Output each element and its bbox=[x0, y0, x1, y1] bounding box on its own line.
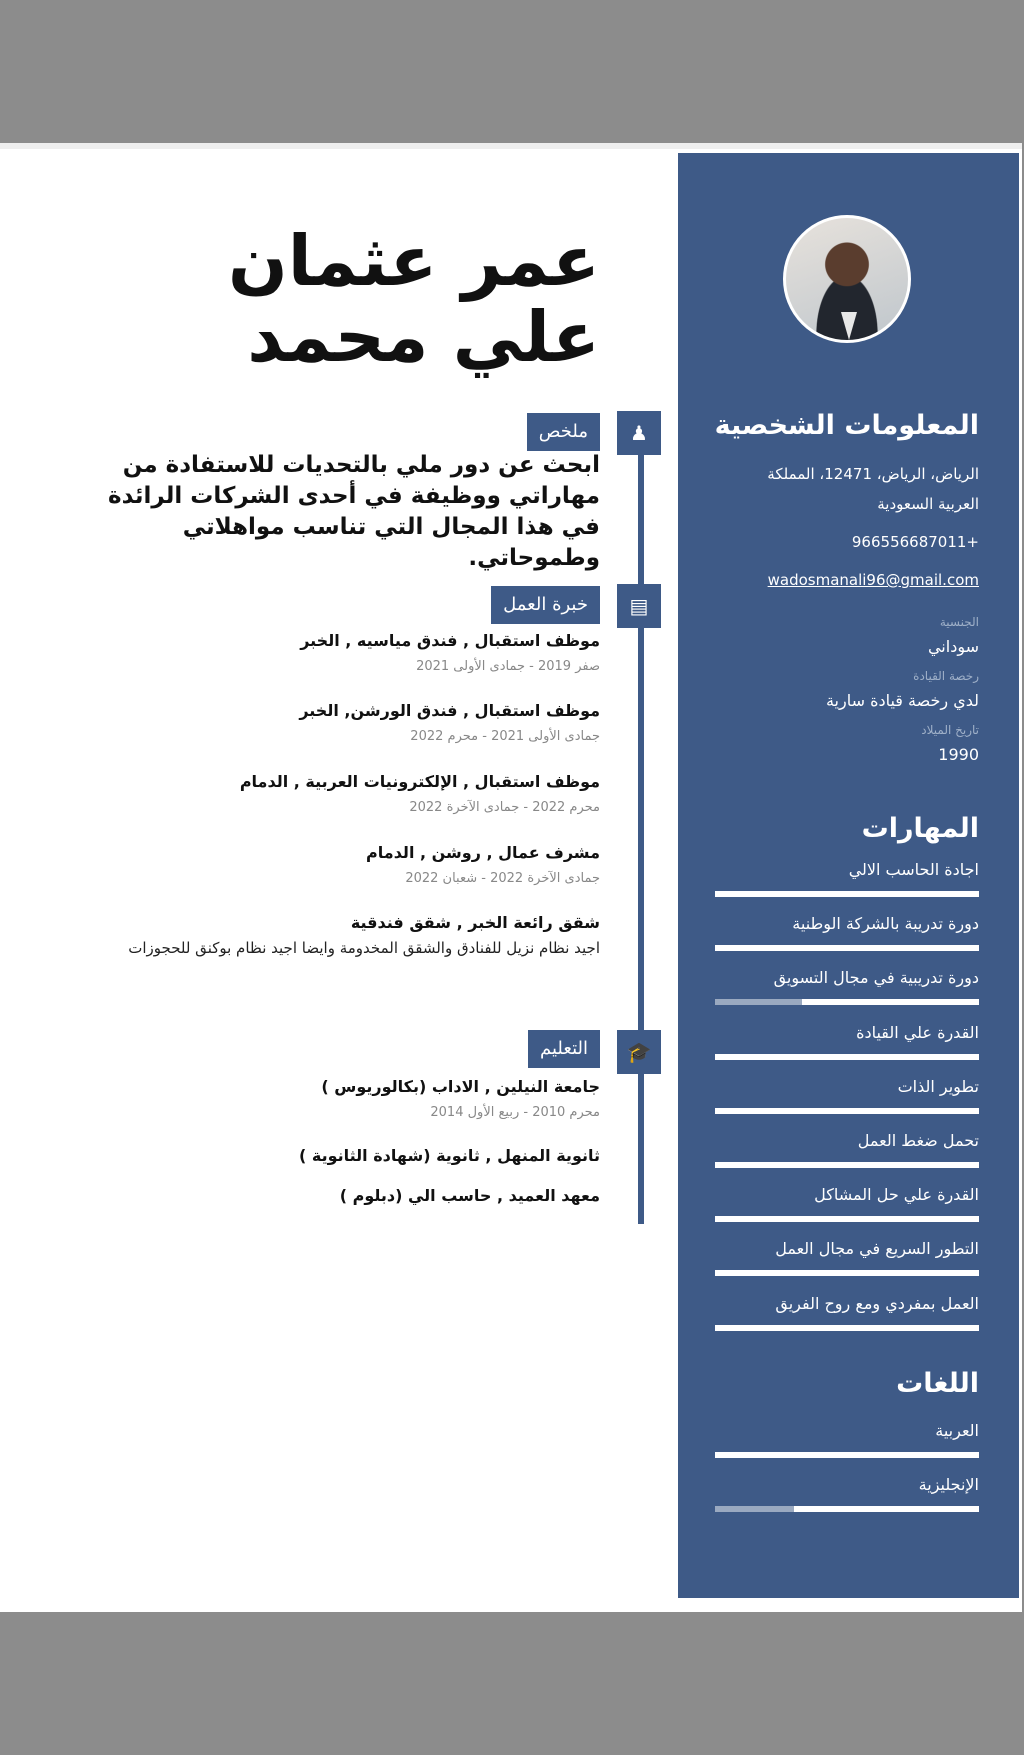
license-value: لدي رخصة قيادة سارية bbox=[825, 691, 979, 710]
skill-level-bar bbox=[715, 945, 979, 951]
skill-level-fill bbox=[715, 1452, 979, 1458]
skill-item bbox=[715, 914, 979, 951]
birth-label: تاريخ الميلاد bbox=[921, 723, 979, 737]
skill-level-fill bbox=[794, 1506, 979, 1512]
languages-heading: اللغات bbox=[896, 1368, 979, 1399]
skill-level-fill bbox=[715, 1108, 979, 1114]
skill-level-bar bbox=[715, 1270, 979, 1276]
skill-level-bar bbox=[715, 1452, 979, 1458]
skill-label: تحمل ضغط العمل bbox=[857, 1131, 979, 1150]
skill-item bbox=[715, 1185, 979, 1222]
skill-level-fill bbox=[715, 1325, 979, 1331]
main-column bbox=[0, 153, 678, 1598]
entry-title: ثانوية المنهل , ثانوية (شهادة الثانوية ) bbox=[299, 1146, 600, 1165]
license-label: رخصة القيادة bbox=[913, 669, 979, 683]
skill-label: تطوير الذات bbox=[897, 1076, 979, 1096]
entry-title: موظف استقبال , فندق مياسيه , الخبر bbox=[300, 631, 600, 650]
skill-level-fill bbox=[715, 1054, 979, 1060]
skill-level-fill bbox=[715, 945, 979, 951]
name-line-1: عمر عثمان bbox=[227, 220, 600, 302]
sidebar bbox=[678, 153, 1019, 1598]
address-line-1: الرياض، الرياض، 12471، المملكة bbox=[767, 465, 979, 483]
entry-date: صفر 2019 - جمادى الأولى 2021 bbox=[416, 659, 600, 674]
skill-label: العمل بمفردي ومع روح الفريق bbox=[775, 1293, 979, 1313]
skill-level-bar bbox=[715, 1506, 979, 1512]
skill-level-fill bbox=[802, 999, 979, 1005]
skill-item bbox=[715, 968, 979, 1005]
phone: +966556687011 bbox=[851, 533, 979, 551]
birth-value: 1990 bbox=[938, 745, 979, 764]
skill-label: اجادة الحاسب الالي bbox=[848, 860, 979, 879]
experience-last-desc: اجيد نظام نزيل للفنادق والشقق المخدومة وايضا اجيد نظام بوكنق للحجوزات bbox=[128, 939, 600, 957]
profile-photo bbox=[783, 215, 911, 343]
summary-tag: ملخص bbox=[527, 413, 600, 451]
entry-title: شقق رائعة الخبر , شقق فندقية bbox=[350, 913, 600, 932]
skill-item bbox=[715, 1421, 979, 1458]
entry-title: مشرف عمال , روشن , الدمام bbox=[366, 843, 600, 862]
entry-title: موظف استقبال , الإلكترونيات العربية , الدمام bbox=[239, 772, 600, 791]
skill-label: دورة تدريبة بالشركة الوطنية bbox=[792, 914, 979, 934]
briefcase-icon: ▤ bbox=[617, 584, 661, 628]
skill-level-fill bbox=[715, 1216, 979, 1222]
skill-level-bar bbox=[715, 1054, 979, 1060]
skill-level-fill bbox=[715, 1270, 979, 1276]
skill-level-bar bbox=[715, 1162, 979, 1168]
skill-label: القدرة علي القيادة bbox=[856, 1022, 979, 1042]
graduation-cap-icon: 🎓 bbox=[617, 1030, 661, 1074]
full-name bbox=[227, 220, 600, 378]
skill-level-fill bbox=[715, 891, 979, 897]
summary-text: ابحث عن دور ملي بالتحديات للاستفادة من مهاراتي ووظيفة في أحدى الشركات الرائدة في هذا المجال التي تناسب مواهلاتي وطموحاتي. bbox=[108, 452, 600, 571]
skill-label: القدرة علي حل المشاكل bbox=[814, 1185, 979, 1205]
nationality-value: سوداني bbox=[927, 637, 979, 656]
person-icon: ♟ bbox=[617, 411, 661, 455]
skill-label: التطور السريع في مجال العمل bbox=[775, 1239, 979, 1259]
entry-date: محرم 2010 - ربيع الأول 2014 bbox=[430, 1105, 600, 1120]
timeline-line bbox=[638, 413, 644, 1224]
skill-level-bar bbox=[715, 1216, 979, 1222]
entry-title: جامعة النيلين , الاداب (بكالوريوس ) bbox=[321, 1077, 600, 1096]
nationality-label: الجنسية bbox=[939, 615, 979, 629]
skill-label: الإنجليزية bbox=[918, 1475, 979, 1494]
skill-level-bar bbox=[715, 1325, 979, 1331]
entry-date: جمادى الأولى 2021 - محرم 2022 bbox=[410, 729, 600, 744]
skill-label: دورة تدريبية في مجال التسويق bbox=[773, 968, 979, 988]
skill-item bbox=[715, 1475, 979, 1512]
skill-level-fill bbox=[715, 1162, 979, 1168]
experience-tag: خبرة العمل bbox=[491, 586, 600, 624]
entry-title: معهد العميد , حاسب الي (دبلوم ) bbox=[339, 1186, 600, 1205]
skill-item bbox=[715, 860, 979, 897]
personal-info-heading: المعلومات الشخصية bbox=[714, 410, 979, 441]
entry-date: محرم 2022 - جمادى الآخرة 2022 bbox=[409, 800, 600, 815]
address-line-2: العربية السعودية bbox=[877, 495, 979, 513]
skill-item bbox=[715, 1239, 979, 1276]
email-link[interactable]: wadosmanali96@gmail.com bbox=[767, 571, 979, 589]
skill-level-bar bbox=[715, 1108, 979, 1114]
education-tag: التعليم bbox=[528, 1030, 600, 1068]
entry-title: موظف استقبال , فندق الورشن, الخبر bbox=[299, 701, 600, 720]
entry-date: جمادى الآخرة 2022 - شعبان 2022 bbox=[405, 871, 600, 886]
skill-item bbox=[715, 1131, 979, 1168]
skill-label: العربية bbox=[935, 1421, 979, 1440]
skill-level-bar bbox=[715, 999, 979, 1005]
skill-item bbox=[715, 1077, 979, 1114]
skill-level-bar bbox=[715, 891, 979, 897]
name-line-2: علي محمد bbox=[247, 296, 600, 378]
skills-heading: المهارات bbox=[861, 813, 979, 844]
skill-item bbox=[715, 1294, 979, 1331]
skill-item bbox=[715, 1023, 979, 1060]
